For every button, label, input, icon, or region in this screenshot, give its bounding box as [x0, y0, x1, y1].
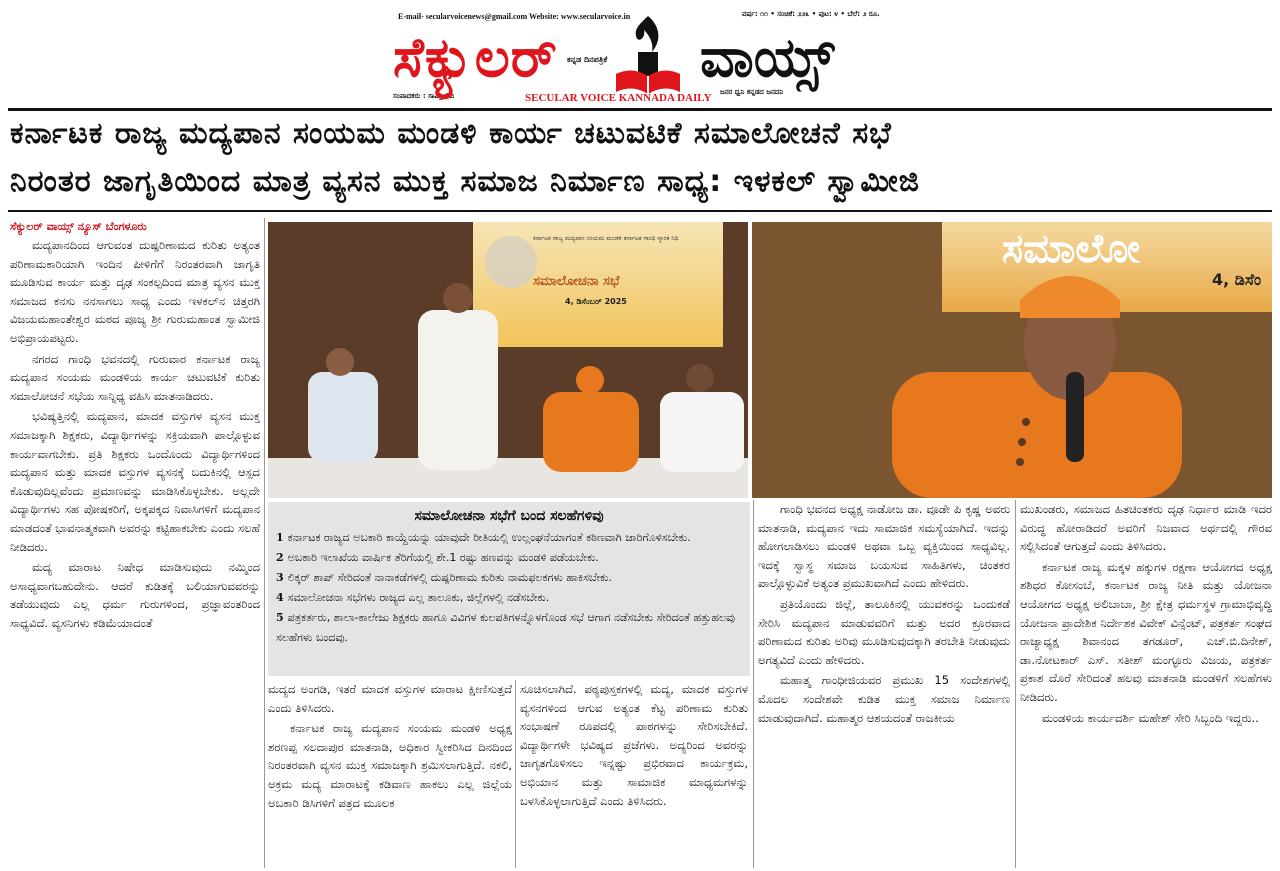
paragraph: ಮದ್ಯ ಮಾರಾಟ ನಿಷೇಧ ಮಾಡಿಸುವುದು ನಮ್ಮಿಂದ ಅಸಾಧ್ಯವಾಗಬಹುದೇನು. ಆದರೆ ಕುಡಿತಕ್ಕೆ ಬಲಿಯಾಗುವವರನ್ನು ತಡೆಯುವುದು ಎಲ್ಲ ಧರ್ಮ ಗುರುಗಳಿಂದ, ಪ್ರಜ್ಞಾವಂತರಿಂದ ಸಾಧ್ಯವಿದೆ. ವ್ಯಸನಿಗಳು ಕಡಿಮೆಯಾದಂತೆ [10, 560, 260, 630]
suggestions-list [276, 528, 740, 648]
headline-divider [8, 210, 1272, 212]
brand-name-left: ಸೆಕ್ಯುಲರ್ [393, 26, 558, 89]
article-column-3 [520, 680, 748, 868]
paragraph: ಮಹಾತ್ಮ ಗಾಂಧೀಜಿಯವರ ಪ್ರಮುಖ 15 ಸಂದೇಶಗಳಲ್ಲಿ ಮೊದಲ ಸಂದೇಶವೇ ಕುಡಿತ ಮುಕ್ತ ಸಮಾಜ ನಿರ್ಮಾಣ ಮಾಡುವುದಾಗಿದೆ. ಮಹಾತ್ಮರ ಆಶಯದಂತೆ ರಾಜಕೀಯ [758, 673, 1010, 725]
paragraph: ಪ್ರತಿಯೊಂದು ಜಿಲ್ಲೆ, ತಾಲೂಕಿನಲ್ಲಿ ಯುವಕರನ್ನು ಒಂದುಕಡೆ ಸೇರಿಸಿ ಮದ್ಯಪಾನ ಮಾಡುವವರಿಗೆ ಮತ್ತು ಅದರ ಕ್ರೂರವಾದ ಪರಿಣಾಮದ ಕುರಿತು ಅರಿವು ಮೂಡಿಸುವುದಕ್ಕಾಗಿ ತರಬೇತಿ ನೀಡುವುದು ಅಗತ್ಯವಿದೆ ಎಂದು ಹೇಳಿದರು. [758, 596, 1010, 667]
event-photo-stage [268, 222, 748, 498]
paragraph: ಮಂಡಳಿಯ ಕಾರ್ಯದರ್ಶಿ ಮಹೇಶ್ ಸೇರಿ ಸಿಬ್ಬಂದಿ ಇದ್ದರು.. [1042, 710, 1259, 725]
item-number: 4 [276, 591, 284, 604]
banner-organizers: ಕರ್ನಾಟಕ ರಾಜ್ಯ ಮದ್ಯಪಾನ ಸಂಯಮ ಮಂಡಳಿ ಕರ್ನಾಟಕ ಗಾಂಧಿ ಸ್ಮಾರಕ ನಿಧಿ [533, 235, 679, 242]
paragraph: ಗಾಂಧಿ ಭವನದ ಅಧ್ಯಕ್ಷ ನಾಡೋಜ ಡಾ. ವೂಡೇ ಪಿ ಕೃಷ್ಣ ಅವರು ಮಾತನಾಡಿ, ಮದ್ಯಪಾನ ಇದು ಸಾಮಾಜಿಕ ಸಮಸ್ಯೆಯಾಗಿದೆ. ಇದನ್ನು ಹೋಗಲಾಡಿಸಲು ಮಂಡಳಿ ಅಥವಾ ಒಬ್ಬ ವ್ಯಕ್ತಿಯಿಂದ ಸಾಧ್ಯವಿಲ್ಲ. ಇದಕ್ಕೆ ಸ್ವಾಸ್ಥ ಸಮಾಜ ಬಯಸುವ ಸಾಹಿತಿಗಳು, ಚಿಂತಕರ ಪಾಲ್ಗೊಳ್ಳುವಿಕೆ ಅತ್ಯಂತ ಪ್ರಮುಖವಾಗಿದೆ ಎಂದು ಹೇಳಿದರು. [758, 502, 1010, 591]
item-number: 3 [276, 571, 284, 584]
item-text: ಲಿಕ್ಕರ್ ಶಾಪ್ ಸೇರಿದಂತೆ ನಾನಾಕಡೆಗಳಲ್ಲಿ ದುಷ್ಪರಿಣಾಮ ಕುರಿತು ನಾಮಫಲಕಗಳು ಹಾಕಿಸಬೇಕು. [287, 571, 612, 584]
banner-date: 4, ಡಿಸೆಂಬರ್ 2025 [565, 297, 627, 306]
speaker-portrait-image [752, 222, 1272, 498]
article-column-1 [10, 236, 260, 868]
article-column-4 [758, 500, 1010, 868]
item-number: 5 [276, 611, 284, 624]
byline: ಸೆಕ್ಯುಲರ್ ವಾಯ್ಸ್ ನ್ಯೂಸ್ ಬೆಂಗಳೂರು [10, 220, 147, 233]
banner-title: ಸಮಾಲೋಚನಾ ಸಭೆ [533, 274, 620, 289]
contact-info: E-mail- secularvoicenews@gmail.com Website: www.secularvoice.in [398, 12, 631, 21]
article-column-2 [268, 680, 512, 868]
suggestions-title: ಸಮಾಲೋಚನಾ ಸಭೆಗೆ ಬಂದ ಸಲಹೆಗಳಿವು [414, 508, 604, 524]
paragraph: ಸೂಚಿಸಲಾಗಿದೆ. ಪಠ್ಯಪುಸ್ತಕಗಳಲ್ಲಿ ಮದ್ಯ, ಮಾದಕ ವಸ್ತುಗಳ ವ್ಯಸನಗಳಿಂದ ಆಗುವ ಅತ್ಯಂತ ಕೆಟ್ಟ ಪರಿಣಾಮ ಕುರಿತು ಸಂಭಾಷಣೆ ರೂಪದಲ್ಲಿ ಪಾಠಗಳನ್ನು ಸೇರಿಸಬೇಕಿದೆ. ವಿದ್ಯಾರ್ಥಿಗಳೇ ಭವಿಷ್ಯದ ಪ್ರಜೆಗಳು. ಅದ್ಯರಿಂದ ಅವರನ್ನು ಜಾಗೃತಗೊಳಿಸಲು ಇನ್ನಷ್ಟು ಪ್ರಭಿರವಾದ ಕಾರ್ಯಕ್ರಮ, ಅಭಿಯಾನ ಮತ್ತು ಸಾಮಾಜಿಕ ಮಾಧ್ಯಮಗಳನ್ನು ಬಳಸಿಕೊಳ್ಳಲಾಗುತ್ತಿದೆ ಎಂದು ತಿಳಿಸಿದರು. [520, 682, 748, 808]
item-number: 1 [276, 531, 284, 544]
list-item [276, 568, 740, 588]
editor-line: ಸಂಪಾದಕರು : ಸಾವಿತ್ರಿದೇವಿ [393, 92, 455, 100]
column-divider [515, 680, 516, 868]
paragraph: ಕರ್ನಾಟಕ ರಾಜ್ಯ ಮದ್ಯಪಾನ ಸಂಯಮ ಮಂಡಳಿ ಅಧ್ಯಕ್ಷ ಶರಣಪ್ಪ ಸಲದಾಪುರ ಮಾತನಾಡಿ, ಅಧಿಕಾರ ಸ್ವೀಕರಿಸಿದ ದಿನದಿಂದ ನಿರಂತರವಾಗಿ ವ್ಯಸನ ಮುಕ್ತ ಸಮಾಜಕ್ಕಾಗಿ ಶ್ರಮಿಸಲಾಗುತ್ತಿದೆ. ನಕಲಿ, ಅಕ್ರಮ ಮದ್ಯ ಮಾರಾಟಕ್ಕೆ ಕಡಿವಾಣ ಹಾಕಲು ಎಲ್ಲ ಜಿಲ್ಲೆಯ ಅಬಕಾರಿ ಡಿಸಿಗಳಿಗೆ ಪತ್ರದ ಮೂಲಕ [268, 721, 512, 810]
list-item [276, 528, 740, 548]
item-text: ಪತ್ರಕರ್ತರು, ಶಾಲಾ-ಕಾಲೇಜು ಶಿಕ್ಷಕರು ಹಾಗೂ ವಿವಿಗಳ ಕುಲಪತಿಗಳನ್ನೊಳಗೊಂಡ ಸಭೆ ಆಗಾಗ ನಡೆಸಬೇಕು ಸೇರಿದಂತೆ ಹತ್ತುಹಲವು ಸಲಹೆಗಳು ಬಂದವು. [276, 611, 736, 644]
item-number: 2 [276, 551, 284, 564]
paragraph: ಭವಿಷ್ಯತ್ತಿನಲ್ಲಿ ಮದ್ಯಪಾನ, ಮಾದಕ ವಸ್ತುಗಳ ವ್ಯಸನ ಮುಕ್ತ ಸಮಾಜಕ್ಕಾಗಿ ಶಿಕ್ಷಕರು, ವಿದ್ಯಾರ್ಥಿಗಳನ್ನು ಸಕ್ರಿಯವಾಗಿ ಪಾಲ್ಗೊಳ್ಳುವ ಕಾರ್ಯವಾಗಬೇಕು. ಪ್ರತಿ ಶಿಕ್ಷಕರು ಒಂದೊಂದು ವಿದ್ಯಾರ್ಥಿಗಳಿಂದ ಮದ್ಯಪಾನ ಮತ್ತು ಮಾದಕ ವಸ್ತುಗಳ ವ್ಯಸನಕ್ಕೆ ಬದುಕಿನಲ್ಲಿ ಆಸ್ಪದ ಕೊಡುವುದಿಲ್ಲವೆಂದು ಪ್ರಮಾಣವನ್ನು ಮಾಡಿಸಿಕೊಳ್ಳಬೇಕು. ಅಲ್ಲದೇ ವಿದ್ಯಾರ್ಥಿಗಳು ಸಹ ಪೋಷಕರಿಗೆ, ಅಕ್ಕಪಕ್ಕದ ನಿವಾಸಿಗಳಿಗೆ ಮದ್ಯಪಾನ ಮಾಡದಂತೆ ಭಾವನಾತ್ಮಕವಾಗಿ ಅವರನ್ನು ಕಟ್ಟಿಹಾಕಬೇಕು ಎಂದು ಸಲಹೆ ನೀಡಿದರು. [10, 409, 260, 554]
paragraph: ನಗರದ ಗಾಂಧಿ ಭವನದಲ್ಲಿ ಗುರುವಾರ ಕರ್ನಾಟಕ ರಾಜ್ಯ ಮದ್ಯಪಾನ ಸಂಯಮ ಮಂಡಳಿಯ ಕಾರ್ಯ ಚಟುವಟಿಕೆ ಕುರಿತು ಸಮಾಲೋಚನೆ ಸಭೆಯ ಸಾನ್ನಿಧ್ಯ ವಹಿಸಿ ಮಾತನಾಡಿದರು. [10, 351, 260, 403]
paragraph: ಮುಖಂಡರು, ಸಮಾಜದ ಹಿತಚಿಂತಕರು ದೃಢ ನಿರ್ಧಾರ ಮಾಡಿ ಇದರ ವಿರುದ್ಧ ಹೋರಾಡಿದರೆ ಅವರಿಗೆ ನಿಜವಾದ ಅರ್ಥದಲ್ಲಿ ಗೌರವ ಸಲ್ಲಿಸಿದಂತೆ ಆಗುತ್ತದೆ ಎಂದು ತಿಳಿಸಿದರು. [1020, 502, 1272, 554]
paragraph: ಮದ್ಯಪಾನದಿಂದ ಆಗುವಂತ ದುಷ್ಪರಿಣಾಮದ ಕುರಿತು ಅತ್ಯಂತ ಪರಿಣಾಮಕಾರಿಯಾಗಿ ಇಂದಿನ ಪೀಳಿಗೆಗೆ ನಿರಂತರವಾಗಿ ಜಾಗೃತಿ ಮೂಡಿಸುವ ಕಾರ್ಯ ಮತ್ತು ದೃಢ ಸಂಕಲ್ಪದಿಂದ ಮಾತ್ರ ವ್ಯಸನ ಮುಕ್ತ ಸಮಾಜದ ಕನಸು ನನಸಾಗಲು ಸಾಧ್ಯ ಎಂದು ಇಳಕಲ್‌ನ ಚಿತ್ತರಗಿ ವಿಜಯಮಹಾಂತೇಶ್ವರ ಮಠದ ಪೂಜ್ಯ ಶ್ರೀ ಗುರುಮಹಾಂತ ಸ್ವಾಮೀಜಿ ಅಭಿಪ್ರಾಯಪಟ್ಟರು. [10, 238, 260, 345]
masthead [0, 0, 1280, 110]
masthead-divider [8, 108, 1272, 111]
item-text: ಕರ್ನಾಟಕ ರಾಜ್ಯದ ಅಬಕಾರಿ ಕಾಯ್ದೆಯನ್ನು ಯಾವುದೇ ರೀತಿಯಲ್ಲಿ ಉಲ್ಲಂಘನೆಯಾಗಂತೆ ಕಠಿಣವಾಗಿ ಜಾರಿಗೊಳಿಸಬೇಕು. [287, 531, 691, 544]
newspaper-logo-icon [608, 12, 688, 102]
list-item [276, 588, 740, 608]
column-divider [1015, 500, 1016, 868]
paragraph: ಮದ್ಯದ ಅಂಗಡಿ, ಇತರೆ ಮಾದಕ ವಸ್ತುಗಳ ಮಾರಾಟ ಕ್ಷೀಣಿಸುತ್ತದೆ ಎಂದು ತಿಳಿಸಿದರು. [268, 682, 512, 715]
english-title: SECULAR VOICE KANNADA DAILY [525, 92, 712, 104]
item-text: ಸಮಾಲೋಚನಾ ಸಭೆಗಳು ರಾಜ್ಯದ ಎಲ್ಲ ತಾಲೂಕು, ಜಿಲ್ಲೆಗಳಲ್ಲಿ ನಡೆಸಬೇಕು. [287, 591, 550, 604]
article-column-5 [1020, 500, 1272, 868]
list-item [276, 548, 740, 568]
item-text: ಅಬಕಾರಿ ಇಲಾಖೆಯ ವಾರ್ಷಿಕ ತೆರಿಗೆಯಲ್ಲಿ ಶೇ.1 ರಷ್ಟು ಹಣವನ್ನು ಮಂಡಳಿ ಪಡೆಯಬೇಕು. [287, 551, 599, 564]
headline-main: ಕರ್ನಾಟಕ ರಾಜ್ಯ ಮದ್ಯಪಾನ ಸಂಯಮ ಮಂಡಳಿ ಕಾರ್ಯ ಚಟುವಟಿಕೆ ಸಮಾಲೋಚನೆ ಸಭೆ [10, 116, 892, 151]
column-divider [753, 500, 754, 868]
tagline: ಕನ್ನಡ ದಿನಪತ್ರಿಕೆ [567, 55, 608, 64]
stage-scene-image [268, 222, 748, 498]
headline-sub: ನಿರಂತರ ಜಾಗೃತಿಯಿಂದ ಮಾತ್ರ ವ್ಯಸನ ಮುಕ್ತ ಸಮಾಜ ನಿರ್ಮಾಣ ಸಾಧ್ಯ: ಇಳಕಲ್ ಸ್ವಾಮೀಜಿ [10, 164, 920, 199]
swamiji-photo [752, 222, 1272, 498]
banner-title: ಸಮಾಲೋ [1002, 226, 1140, 272]
brand-name-right: ವಾಯ್ಸ್ [700, 26, 835, 89]
banner-date: 4, ಡಿಸೆಂ [1212, 270, 1262, 289]
suggestions-box [268, 502, 750, 676]
column-divider [264, 218, 265, 868]
list-item [276, 608, 740, 648]
slogan: ಜನರ ಧ್ವನಿ ಕನ್ನಡದ ಜನದನಿ [720, 88, 784, 96]
paragraph: ಕರ್ನಾಟಕ ರಾಜ್ಯ ಮಕ್ಕಳ ಹಕ್ಕುಗಳ ರಕ್ಷಣಾ ಆಯೋಗದ ಅಧ್ಯಕ್ಷ ಶಶಿಧರ ಕೋಸಂಬೆ, ಕರ್ನಾಟಕ ರಾಜ್ಯ ನೀತಿ ಮತ್ತು ಯೋಜನಾ ಆಯೋಗದ ಅಧ್ಯಕ್ಷ ಅಲಿಬಾಬಾ, ಶ್ರೀ ಕ್ಷೇತ್ರ ಧರ್ಮಸ್ಥಳ ಗ್ರಾಮಾಭಿವೃದ್ಧಿ ಯೋಜನಾ ಪ್ರಾದೇಶಿಕ ನಿರ್ದೇಶಕ ವಿವೇಕ್ ವಿನ್ಸೆಂಟ್, ಪತ್ರಕರ್ತ ಸಂಘದ ರಾಜ್ಯಾಧ್ಯಕ್ಷ ಶಿವಾನಂದ ತಗಡೂರ್, ಎಚ್.ಬಿ.ದಿನೇಶ್, ಡಾ.ನೋಟಕಾರ್ ಎಸ್. ಸತೀಶ್ ಮಂಗ್ಳೂರು ವಿಜಯ, ಪತ್ರಕರ್ತ ಪ್ರಕಾಶ ದೊರೆ ಸೇರಿದಂತೆ ಹಲವು ಮಾತನಾಡಿ ಮಂಡಳಿಗೆ ಸಲಹೆಗಳು ನೀಡಿದರು. [1020, 559, 1272, 704]
issue-info: ವರ್ಷ: ೧೧ • ಸಂಚಿಕೆ: ೨೨೩ • ಪುಟ: ೪ • ಬೆಲೆ: ೨ ರೂ. [742, 10, 880, 18]
